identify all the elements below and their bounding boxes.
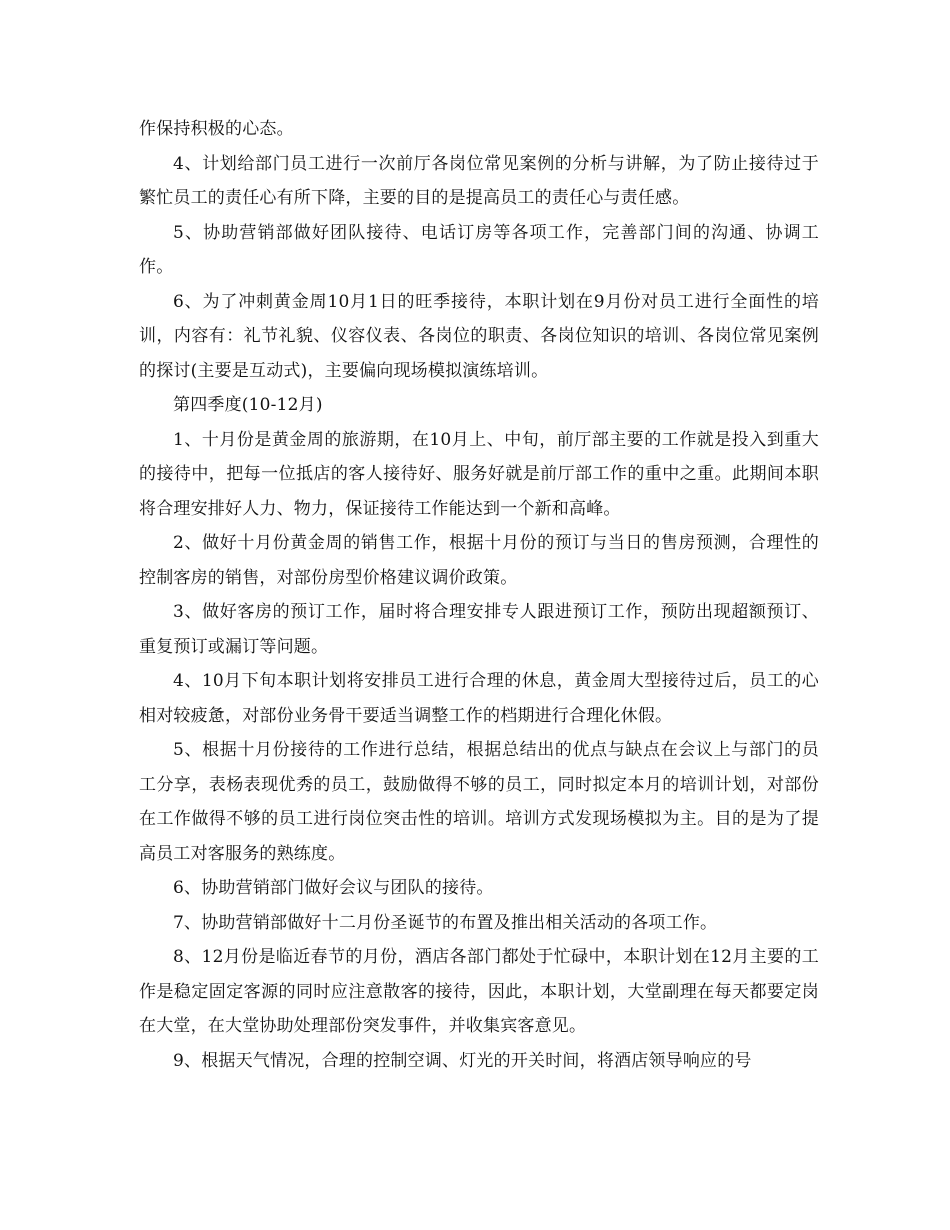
paragraph: 5、协助营销部做好团队接待、电话订房等各项工作，完善部门间的沟通、协调工作。 xyxy=(139,222,819,277)
paragraph: 2、做好十月份黄金周的销售工作，根据十月份的预订与当日的售房预测，合理性的控制客房的销售，对部份房型价格建议调价政策。 xyxy=(139,533,819,588)
paragraph: 8、12月份是临近春节的月份，酒店各部门都处于忙碌中，本职计划在12月主要的工作是稳定固定客源的同时应注意散客的接待，因此，本职计划，大堂副理在每天都要定岗在大堂，在大堂协助处理部份突发事件，并收集宾客意见。 xyxy=(139,947,819,1036)
paragraph: 1、十月份是黄金周的旅游期，在10月上、中旬，前厅部主要的工作就是投入到重大的接待中，把每一位抵店的客人接待好、服务好就是前厅部工作的重中之重。此期间本职将合理安排好人力、物力，保证接待工作能达到一个新和高峰。 xyxy=(139,429,819,519)
paragraph: 6、协助营销部门做好会议与团队的接待。 xyxy=(173,878,494,898)
document-body xyxy=(139,112,819,1078)
paragraph: 5、根据十月份接待的工作进行总结，根据总结出的优点与缺点在会议上与部门的员工分享，表杨表现优秀的员工，鼓励做得不够的员工，同时拟定本月的培训计划，对部份在工作做得不够的员工进行岗位突击性的培训。培训方式发现场模拟为主。目的是为了提高员工对客服务的熟练度。 xyxy=(139,740,819,864)
paragraph: 6、为了冲刺黄金周10月1日的旺季接待，本职计划在9月份对员工进行全面性的培训，内容有：礼节礼貌、仪容仪表、各岗位的职责、各岗位知识的培训、各岗位常见案例的探讨(主要是互动式)，主要偏向现场模拟演练培训。 xyxy=(139,291,819,381)
paragraph: 3、做好客房的预订工作，届时将合理安排专人跟进预订工作，预防出现超额预订、重复预订或漏订等问题。 xyxy=(139,602,819,657)
paragraph: 4、10月下旬本职计划将安排员工进行合理的休息，黄金周大型接待过后，员工的心相对较疲惫，对部份业务骨干要适当调整工作的档期进行合理化休假。 xyxy=(139,671,819,726)
paragraph: 作保持积极的心态。 xyxy=(139,119,294,139)
section-heading: 第四季度(10-12月) xyxy=(173,395,323,415)
paragraph: 4、计划给部门员工进行一次前厅各岗位常见案例的分析与讲解，为了防止接待过于繁忙员工的责任心有所下降，主要的目的是提高员工的责任心与责任感。 xyxy=(139,153,819,208)
paragraph: 7、协助营销部做好十二月份圣诞节的布置及推出相关活动的各项工作。 xyxy=(173,912,718,933)
paragraph: 9、根据天气情况，合理的控制空调、灯光的开关时间，将酒店领导响应的号 xyxy=(173,1050,752,1071)
